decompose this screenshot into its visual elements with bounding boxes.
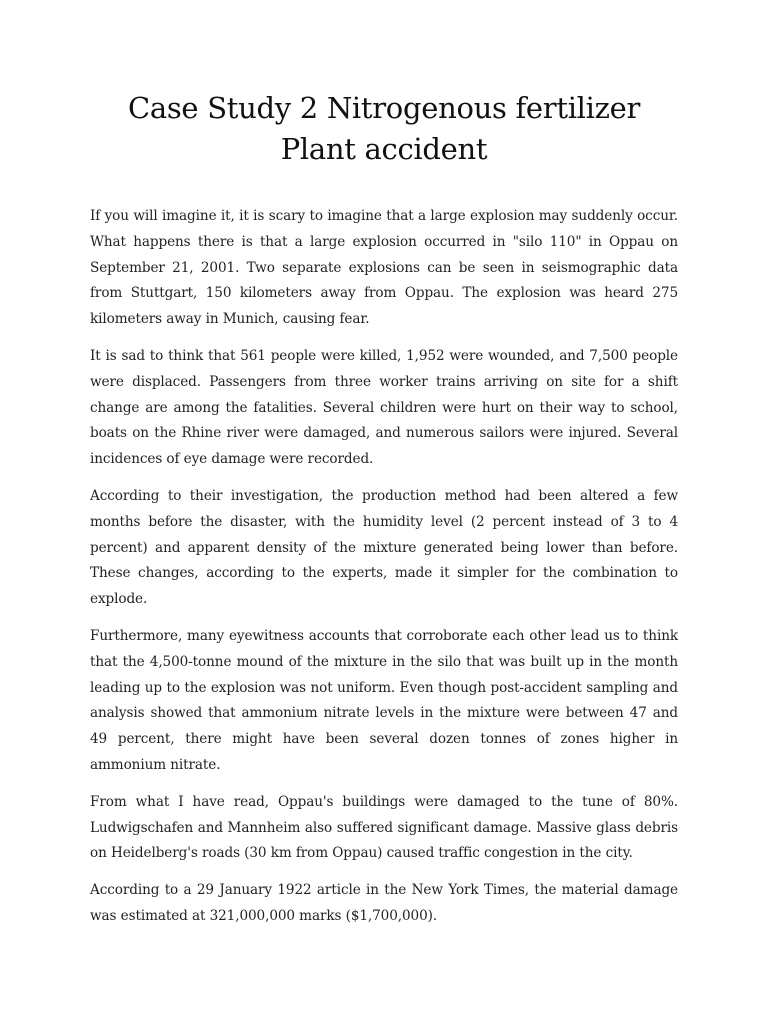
paragraph-eyewitness-accounts: Furthermore, many eyewitness accounts that corroborate each other lead us to think that the 4,500-tonne mound of the mixture in the silo that was built up in the month leading up to the explosion was not uniform. Even though post-accident sampling and analysis showed that ammonium nitrate levels in the mixture were between 47 and 49 percent, there might have been several dozen tonnes of zones higher in ammonium nitrate. [90, 627, 678, 773]
paragraph-explosion-intro: If you will imagine it, it is scary to imagine that a large explosion may suddenly occur. What happens there is that a large explosion occurred in "silo 110" in Oppau on September 21, 2001. Two separate explosions can be seen in seismographic data from Stuttgart, 150 kilometers away from Oppau. The explosion was heard 275 kilometers away in Munich, causing fear. [90, 208, 678, 328]
document-title: Case Study 2 Nitrogenous fertilizer Plant accident [127, 91, 641, 166]
paragraph-material-damage: According to a 29 January 1922 article in the New York Times, the material damage was estimated at 321,000,000 marks ($1,700,000). [90, 882, 678, 924]
paragraph-building-damage: From what I have read, Oppau's buildings were damaged to the tune of 80%. Ludwigschafen and Mannheim also suffered significant damage. Massive glass debris on Heidelberg's roads (30 km from Oppau) caused traffic congestion in the city. [90, 793, 678, 862]
document-page [90, 88, 678, 941]
paragraph-casualties: It is sad to think that 561 people were killed, 1,952 were wounded, and 7,500 people were displaced. Passengers from three worker trains arriving on site for a shift change are among the fatalities. Several children were hurt on their way to school, boats on the Rhine river were damaged, and numerous sailors were injured. Several incidences of eye damage were recorded. [90, 347, 678, 468]
paragraph-investigation: According to their investigation, the production method had been altered a few months before the disaster, with the humidity level (2 percent instead of 3 to 4 percent) and apparent density of the mixture generated being lower than before. These changes, according to the experts, made it simpler for the combination to explode. [90, 487, 678, 608]
